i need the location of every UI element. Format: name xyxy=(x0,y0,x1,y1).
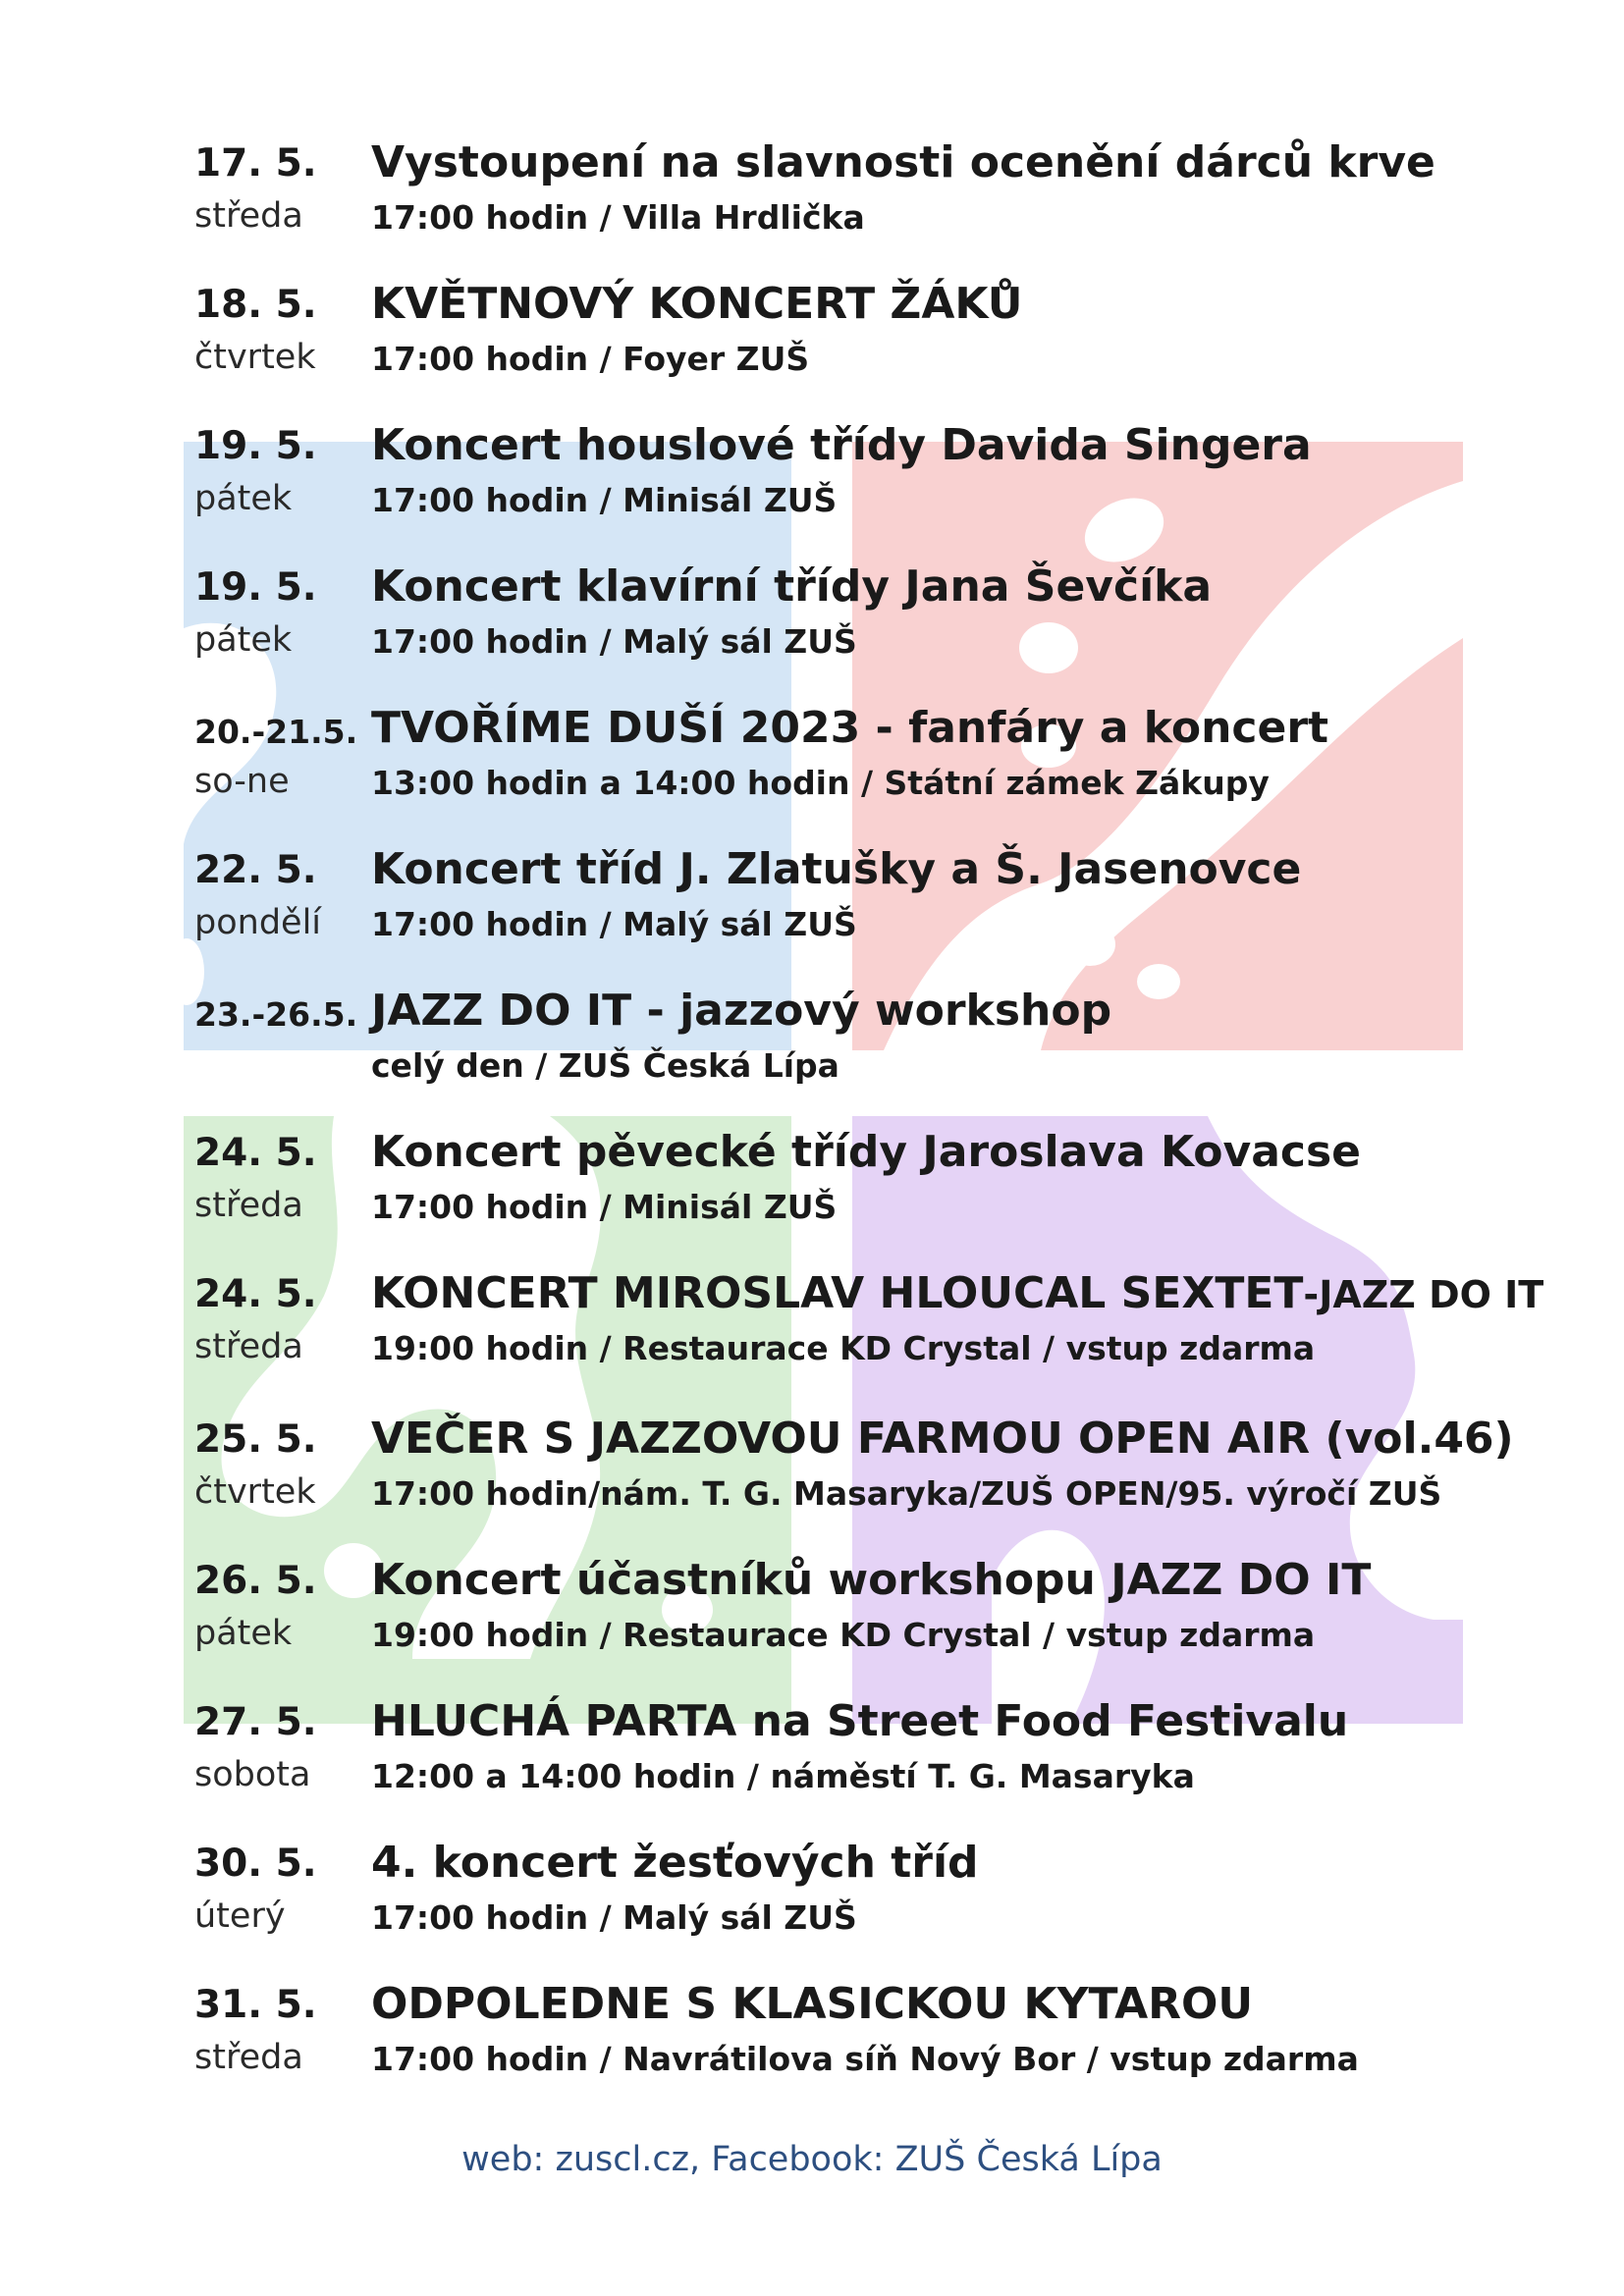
event-detail: 17:00 hodin/nám. T. G. Masaryka/ZUŠ OPEN/95. výročí ZUŠ xyxy=(371,1474,1442,1513)
event-date: 25. 5. xyxy=(194,1417,317,1462)
event-item xyxy=(194,1555,1569,1673)
event-detail: 17:00 hodin / Malý sál ZUŠ xyxy=(371,622,857,661)
event-item xyxy=(194,137,1569,255)
event-detail: 17:00 hodin / Minisál ZUŠ xyxy=(371,1188,838,1226)
event-day: čtvrtek xyxy=(194,1472,316,1512)
event-day: pátek xyxy=(194,1614,293,1653)
event-detail: 19:00 hodin / Restaurace KD Crystal / vstup zdarma xyxy=(371,1329,1316,1367)
event-day: so-ne xyxy=(194,762,290,801)
event-date: 31. 5. xyxy=(194,1983,317,2027)
event-detail: 17:00 hodin / Malý sál ZUŠ xyxy=(371,1898,857,1937)
event-title: TVOŘÍME DUŠÍ 2023 - fanfáry a koncert xyxy=(371,703,1329,753)
event-item xyxy=(194,1268,1569,1386)
event-date: 26. 5. xyxy=(194,1559,317,1603)
event-day: čtvrtek xyxy=(194,338,316,377)
event-detail: 17:00 hodin / Minisál ZUŠ xyxy=(371,481,838,519)
event-item xyxy=(194,420,1569,538)
event-detail: celý den / ZUŠ Česká Lípa xyxy=(371,1046,839,1085)
event-day: středa xyxy=(194,2038,303,2077)
event-title: 4. koncert žesťových tříd xyxy=(371,1838,979,1888)
event-detail: 17:00 hodin / Villa Hrdlička xyxy=(371,198,865,237)
event-day: úterý xyxy=(194,1896,286,1936)
event-date: 24. 5. xyxy=(194,1131,317,1175)
event-item xyxy=(194,844,1569,962)
event-date: 19. 5. xyxy=(194,424,317,468)
event-date: 20.-21.5. xyxy=(194,713,358,751)
event-title: ODPOLEDNE S KLASICKOU KYTAROU xyxy=(371,1979,1254,2029)
event-detail: 19:00 hodin / Restaurace KD Crystal / vstup zdarma xyxy=(371,1616,1316,1654)
event-title xyxy=(371,1268,1543,1318)
event-title: KVĚTNOVÝ KONCERT ŽÁKŮ xyxy=(371,279,1023,329)
event-day: pátek xyxy=(194,479,293,518)
event-date: 17. 5. xyxy=(194,141,317,186)
event-day: středa xyxy=(194,196,303,236)
event-title: Koncert houslové třídy Davida Singera xyxy=(371,420,1312,470)
event-item xyxy=(194,1696,1569,1814)
event-title: JAZZ DO IT - jazzový workshop xyxy=(371,986,1112,1036)
event-title: Koncert tříd J. Zlatušky a Š. Jasenovce xyxy=(371,844,1302,894)
event-item xyxy=(194,1127,1569,1245)
event-day: středa xyxy=(194,1186,303,1225)
event-item xyxy=(194,1414,1569,1531)
event-title: HLUCHÁ PARTA na Street Food Festivalu xyxy=(371,1696,1349,1746)
event-date: 18. 5. xyxy=(194,283,317,327)
event-day: sobota xyxy=(194,1755,311,1794)
event-item xyxy=(194,703,1569,821)
event-title: VEČER S JAZZOVOU FARMOU OPEN AIR (vol.46) xyxy=(371,1414,1514,1464)
event-title: Vystoupení na slavnosti ocenění dárců krve xyxy=(371,137,1435,187)
event-date: 24. 5. xyxy=(194,1272,317,1316)
event-detail: 13:00 hodin a 14:00 hodin / Státní zámek Zákupy xyxy=(371,764,1270,802)
event-detail: 12:00 a 14:00 hodin / náměstí T. G. Masaryka xyxy=(371,1757,1195,1795)
event-day: středa xyxy=(194,1327,303,1366)
event-date: 19. 5. xyxy=(194,565,317,610)
event-item xyxy=(194,1979,1569,2097)
event-item xyxy=(194,1838,1569,1955)
event-title: Koncert pěvecké třídy Jaroslava Kovacse xyxy=(371,1127,1362,1177)
event-detail: 17:00 hodin / Foyer ZUŠ xyxy=(371,340,810,378)
event-item xyxy=(194,986,1569,1103)
event-date: 30. 5. xyxy=(194,1842,317,1886)
event-detail: 17:00 hodin / Malý sál ZUŠ xyxy=(371,905,857,943)
event-detail: 17:00 hodin / Navrátilova síň Nový Bor / vstup zdarma xyxy=(371,2040,1359,2078)
event-date: 23.-26.5. xyxy=(194,995,358,1034)
event-title: Koncert účastníků workshopu JAZZ DO IT xyxy=(371,1555,1372,1605)
event-title-suffix: -JAZZ DO IT xyxy=(1303,1273,1544,1316)
event-day: pondělí xyxy=(194,903,322,942)
event-date: 22. 5. xyxy=(194,848,317,892)
event-day: pátek xyxy=(194,620,293,660)
event-date: 27. 5. xyxy=(194,1700,317,1744)
footer-web-facebook: web: zuscl.cz, Facebook: ZUŠ Česká Lípa xyxy=(461,2140,1163,2179)
event-item xyxy=(194,561,1569,679)
event-title-main: KONCERT MIROSLAV HLOUCAL SEXTET xyxy=(371,1268,1304,1318)
event-item xyxy=(194,279,1569,397)
event-title: Koncert klavírní třídy Jana Ševčíka xyxy=(371,561,1213,612)
